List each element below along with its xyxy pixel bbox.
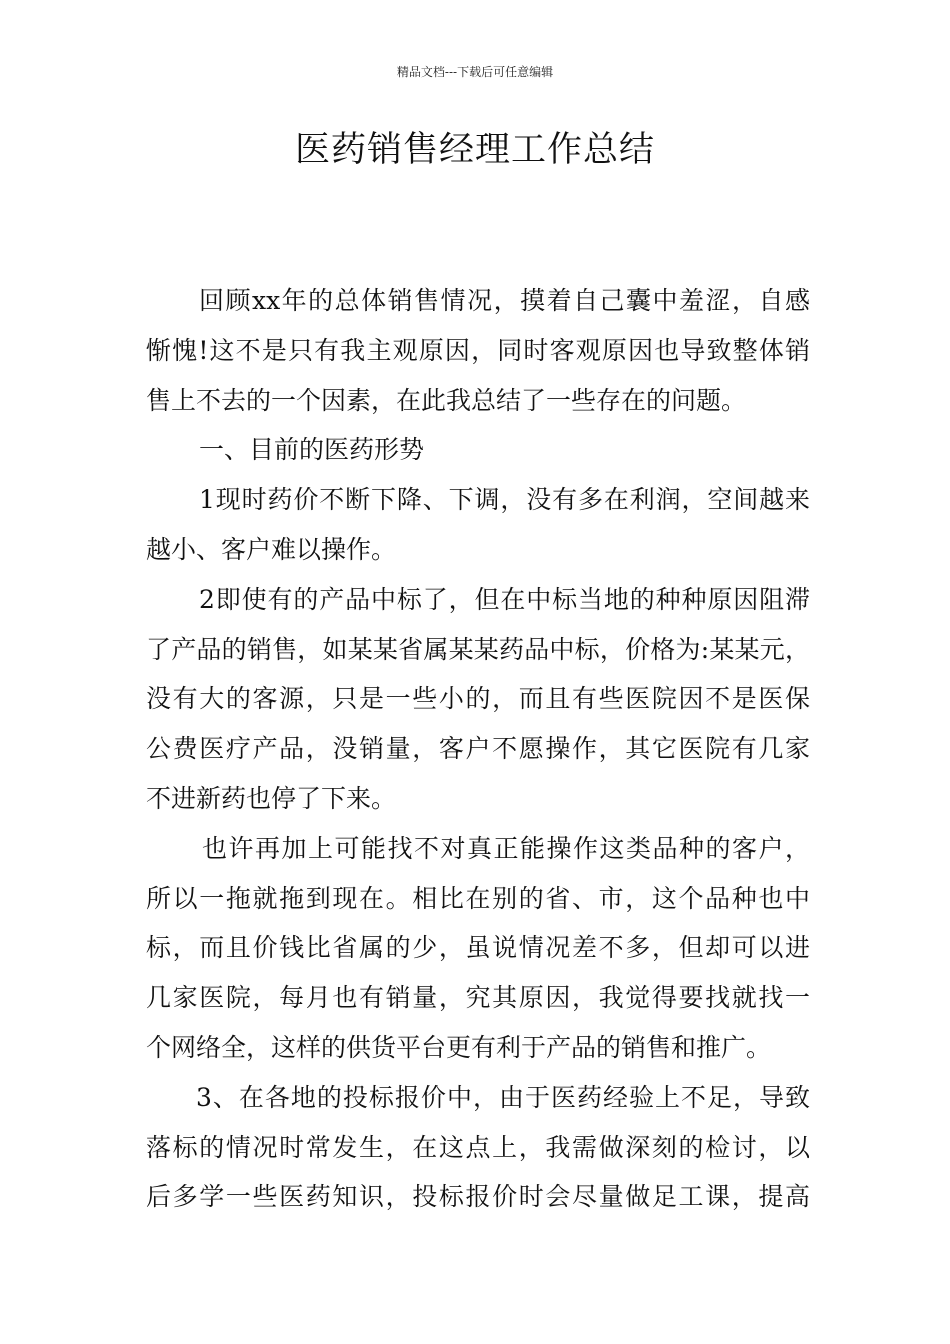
paragraph-line: 不进新药也停了下来。 bbox=[146, 783, 397, 813]
paragraph-line: 2即使有的产品中标了，但在中标当地的种种原因阻滞 bbox=[199, 584, 810, 614]
paragraph-line: 没有大的客源，只是一些小的，而且有些医院因不是医保 bbox=[146, 684, 810, 714]
document-body bbox=[146, 276, 810, 1222]
paragraph-line: 公费医疗产品，没销量，客户不愿操作，其它医院有几家 bbox=[146, 734, 810, 764]
paragraph-line: 几家医院，每月也有销量，究其原因，我觉得要找就找一 bbox=[146, 983, 810, 1013]
paragraph-line: 后多学一些医药知识，投标报价时会尽量做足工课，提高 bbox=[146, 1182, 810, 1212]
paragraph-line: 3、在各地的投标报价中，由于医药经验上不足，导致 bbox=[196, 1082, 810, 1112]
document-title: 医药销售经理工作总结 bbox=[294, 130, 655, 170]
paragraph-line: 了产品的销售，如某某省属某某药品中标，价格为:某某元， bbox=[146, 634, 810, 664]
header-note: 精品文档---下载后可任意编辑 bbox=[396, 65, 554, 79]
paragraph-line: 也许再加上可能找不对真正能操作这类品种的客户， bbox=[202, 833, 810, 863]
paragraph-line: 越小、客户难以操作。 bbox=[146, 534, 397, 564]
section-heading: 一、目前的医药形势 bbox=[199, 435, 425, 465]
paragraph-line: 落标的情况时常发生，在这点上，我需做深刻的检讨，以 bbox=[146, 1132, 810, 1162]
paragraph-line: 惭愧!这不是只有我主观原因，同时客观原因也导致整体销 bbox=[146, 335, 810, 365]
paragraph-line: 个网络全，这样的供货平台更有利于产品的销售和推广。 bbox=[146, 1032, 772, 1062]
paragraph-line: 回顾xx年的总体销售情况，摸着自己囊中羞涩，自感 bbox=[199, 286, 810, 315]
paragraph-line: 标，而且价钱比省属的少，虽说情况差不多，但却可以进 bbox=[146, 933, 810, 963]
paragraph-line: 售上不去的一个因素，在此我总结了一些存在的问题。 bbox=[146, 385, 747, 415]
paragraph-line: 所以一拖就拖到现在。相比在别的省、市，这个品种也中 bbox=[146, 883, 810, 913]
paragraph-line: 1现时药价不断下降、下调，没有多在利润，空间越来 bbox=[199, 485, 810, 515]
